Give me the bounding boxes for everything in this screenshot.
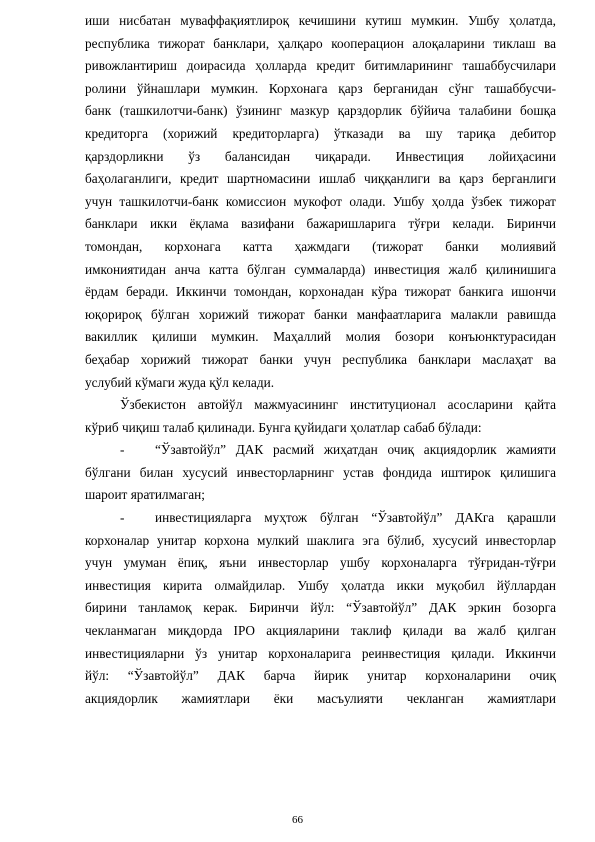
line-text: инвестицияларни ўз унитар корхоналарига реинвестиция қилади. Иккинчи bbox=[85, 645, 556, 661]
text-line bbox=[85, 507, 556, 530]
list-bullet: - bbox=[120, 442, 125, 458]
text-line bbox=[85, 462, 556, 485]
text-line bbox=[85, 439, 556, 462]
line-text: қарздорликни ўз балансидан чиқаради. Инвестиция лойиҳасини bbox=[85, 148, 556, 164]
text-line bbox=[85, 78, 556, 101]
text-line bbox=[85, 688, 556, 711]
text-line bbox=[85, 146, 556, 169]
line-text: имкониятидан анча катта бўлган суммаларда) инвестиция жалб қилинишига bbox=[85, 261, 556, 277]
line-text: ролини ўйнашлари мумкин. Корхонага қарз берганидан сўнг ташаббусчи- bbox=[85, 80, 556, 96]
text-line bbox=[85, 326, 556, 349]
line-text: инвестицияларга муҳтож бўлган “Ўзавтойўл” ДАКга қарашли bbox=[155, 510, 556, 526]
line-text: учун ташкилотчи-банк комиссион мукофот олади. Ушбу ҳолда ўзбек тижорат bbox=[85, 193, 556, 209]
text-line bbox=[85, 643, 556, 666]
text-line bbox=[85, 236, 556, 259]
body-text bbox=[85, 10, 556, 710]
text-line bbox=[85, 665, 556, 688]
text-line bbox=[85, 168, 556, 191]
line-text: бирини танламоқ керак. Биринчи йўл: “Ўзавтойўл” ДАК эркин бозорга bbox=[85, 600, 556, 616]
line-text: корхоналар унитар корхона мулкий шаклига эга бўлиб, хусусий инвесторлар bbox=[85, 532, 556, 548]
page-number: 66 bbox=[292, 814, 303, 826]
text-line bbox=[85, 123, 556, 146]
list-bullet: - bbox=[120, 510, 125, 526]
text-line bbox=[85, 530, 556, 553]
line-text: шароит яратилмаган; bbox=[85, 487, 205, 503]
line-text: вакиллик қилиши мумкин. Маҳаллий молия бозори конъюнктурасидан bbox=[85, 329, 556, 345]
line-text: “Ўзавтойўл” ДАК расмий жиҳатдан очиқ акциядорлик жамияти bbox=[155, 442, 556, 458]
text-line bbox=[85, 597, 556, 620]
text-line bbox=[85, 394, 556, 417]
text-line bbox=[85, 191, 556, 214]
text-line bbox=[85, 213, 556, 236]
line-text: беҳабар хорижий тижорат банки учун республика банклари маслаҳат ва bbox=[85, 351, 556, 367]
text-line bbox=[85, 552, 556, 575]
line-text: баҳолаганлиги, кредит шартномасини ишлаб чиққанлиги ва қарз берганлиги bbox=[85, 171, 556, 187]
text-line bbox=[85, 55, 556, 78]
line-text: юқорироқ бўлган хорижий тижорат банки манфаатларига малакли равишда bbox=[85, 306, 556, 322]
text-line bbox=[85, 281, 556, 304]
text-line bbox=[85, 575, 556, 598]
line-text: учун умуман ёпиқ, яъни инвесторлар ушбу корхоналарга тўғридан-тўғри bbox=[85, 555, 556, 571]
text-line bbox=[85, 372, 556, 395]
line-text: ёрдам беради. Иккинчи томондан, корхонадан кўра тижорат банкига ишончи bbox=[85, 284, 556, 300]
text-line bbox=[85, 33, 556, 56]
text-line bbox=[85, 10, 556, 33]
line-text: Ўзбекистон автойўл мажмуасининг институционал асосларини қайта bbox=[120, 397, 556, 413]
line-text: бўлгани билан хусусий инвесторларнинг устав фондида иштирок қилишига bbox=[85, 464, 556, 480]
text-line bbox=[85, 417, 556, 440]
line-text: республика тижорат банклари, ҳалқаро кооперацион алоқаларини тиклаш ва bbox=[85, 35, 556, 51]
line-text: кўриб чиқиш талаб қилинади. Бунга қуйидаги ҳолатлар сабаб бўлади: bbox=[85, 419, 482, 435]
line-text: банк (ташкилотчи-банк) ўзининг мазкур қарздорлик бўйича талабини бошқа bbox=[85, 103, 556, 119]
line-text: томондан, корхонага катта ҳажмдаги (тижорат банки молиявий bbox=[85, 238, 556, 254]
text-line bbox=[85, 620, 556, 643]
line-text: кредиторга (хорижий кредиторларга) ўтказади ва шу тариқа дебитор bbox=[85, 125, 556, 141]
text-line bbox=[85, 349, 556, 372]
text-line bbox=[85, 259, 556, 282]
line-text: инвестиция кирита олмайдилар. Ушбу ҳолатда икки муқобил йўллардан bbox=[85, 577, 556, 593]
text-line bbox=[85, 484, 556, 507]
line-text: услубий кўмаги жуда қўл келади. bbox=[85, 374, 275, 390]
text-line bbox=[85, 304, 556, 327]
line-text: йўл: “Ўзавтойўл” ДАК барча йирик унитар корхоналарини очиқ bbox=[85, 668, 556, 684]
line-text: банклари икки ёқлама вазифани бажаришларига тўғри келади. Биринчи bbox=[85, 216, 556, 232]
line-text: чекланмаган миқдорда IPO акцияларини таклиф қилади ва жалб қилган bbox=[85, 623, 556, 639]
line-text: иши нисбатан муваффақиятлироқ кечишини кутиш мумкин. Ушбу ҳолатда, bbox=[85, 13, 556, 28]
line-text: ривожлантириш доирасида ҳолларда кредит битимларининг ташаббусчилари bbox=[85, 58, 556, 74]
text-line bbox=[85, 100, 556, 123]
line-text: акциядорлик жамиятлари ёки масъулияти чекланган жамиятлари bbox=[85, 690, 556, 706]
